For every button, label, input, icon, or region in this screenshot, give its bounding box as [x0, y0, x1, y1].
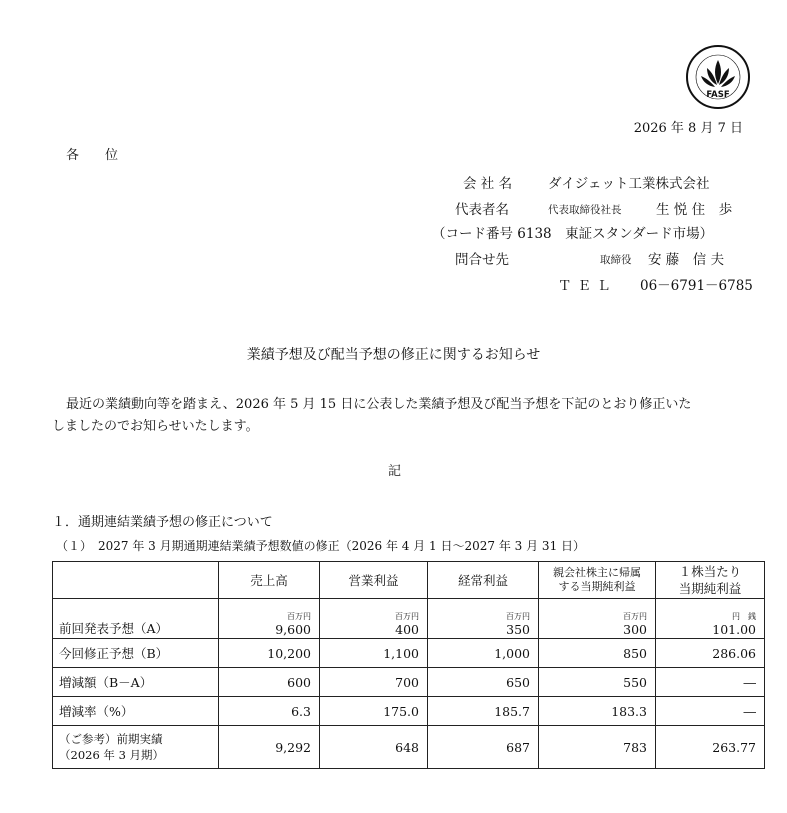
representative-name: 生 悦 住 歩: [656, 202, 733, 218]
row-label: （ご参考）前期実績 （2026 年 3 月期）: [53, 726, 219, 769]
table-cell: 700: [320, 668, 428, 697]
row-label: 今回修正予想（B）: [53, 639, 219, 668]
header-operating-income: 営業利益: [320, 562, 428, 599]
table-row: [53, 639, 765, 668]
logo-mark: FASF: [706, 90, 730, 100]
row-label: 増減率（%）: [53, 697, 219, 726]
table-cell: 183.3: [539, 697, 656, 726]
company-name: ダイジェット工業株式会社: [548, 176, 710, 192]
table-cell: 300: [623, 622, 647, 637]
representative-role: 代表取締役社長: [548, 204, 622, 216]
fasf-logo: [685, 44, 751, 110]
addressee: 各 位: [66, 148, 119, 163]
page-title: 業績予想及び配当予想の修正に関するお知らせ: [246, 347, 541, 363]
section-heading: １．通期連結業績予想の修正について: [52, 515, 273, 530]
unit-label: 百万円: [506, 612, 530, 621]
table-cell: 687: [428, 726, 539, 769]
table-row-reference: [53, 726, 765, 769]
tel-number: 06－6791－6785: [640, 278, 753, 294]
issue-date: 2026 年 8 月 7 日: [633, 121, 743, 136]
contact-label: 問合せ先: [455, 252, 509, 268]
table-cell: 6.3: [219, 697, 320, 726]
table-cell: 263.77: [656, 726, 765, 769]
row-label: 前回発表予想（A）: [53, 599, 219, 639]
table-cell: 600: [219, 668, 320, 697]
table-cell: 850: [539, 639, 656, 668]
unit-label: 円 銭: [732, 612, 756, 621]
table-cell: 1,100: [320, 639, 428, 668]
row-label: 増減額（B－A）: [53, 668, 219, 697]
unit-label: 百万円: [395, 612, 419, 621]
table-cell: 10,200: [219, 639, 320, 668]
body-text-line1: 最近の業績動向等を踏まえ、2026 年 5 月 15 日に公表した業績予想及び配当予想を下記のとおり修正いた: [66, 397, 692, 412]
header-sales: 売上高: [219, 562, 320, 599]
table-cell: 550: [539, 668, 656, 697]
header-ordinary-income: 経常利益: [428, 562, 539, 599]
body-text-line2: しましたのでお知らせいたします。: [52, 419, 259, 434]
unit-label: 百万円: [623, 612, 647, 621]
table-cell: 1,000: [428, 639, 539, 668]
table-row: [53, 697, 765, 726]
company-name-label: 会 社 名: [463, 176, 513, 192]
contact-role: 取締役: [600, 254, 632, 266]
table-cell: 350: [506, 622, 530, 637]
table-cell: 175.0: [320, 697, 428, 726]
table-cell: 783: [539, 726, 656, 769]
table-cell: ―: [656, 697, 765, 726]
table-cell: 648: [320, 726, 428, 769]
table-cell: ―: [656, 668, 765, 697]
table-cell: 286.06: [656, 639, 765, 668]
header-blank: [53, 562, 219, 599]
subsection-heading: （１） 2027 年 3 月期通期連結業績予想数値の修正（2026 年 4 月 1 日～2027 年 3 月 31 日）: [56, 539, 586, 553]
table-cell: 9,600: [275, 622, 311, 637]
table-cell: 101.00: [712, 622, 756, 637]
table-row: [53, 668, 765, 697]
header-eps: １株当たり 当期純利益: [656, 562, 765, 599]
table-row: [53, 599, 765, 639]
representative-label: 代表者名: [455, 202, 509, 218]
tel-label: ＴＥＬ: [558, 278, 617, 294]
ki-mark: 記: [388, 464, 402, 479]
forecast-table: [52, 561, 765, 769]
table-header-row: [53, 562, 765, 599]
table-cell: 650: [428, 668, 539, 697]
table-cell: 400: [395, 622, 419, 637]
contact-name: 安 藤 信 夫: [648, 252, 725, 268]
unit-label: 百万円: [287, 612, 311, 621]
table-cell: 9,292: [219, 726, 320, 769]
table-cell: 185.7: [428, 697, 539, 726]
header-net-income: 親会社株主に帰属 する当期純利益: [539, 562, 656, 599]
code-line: （コード番号 6138 東証スタンダード市場）: [432, 226, 714, 242]
